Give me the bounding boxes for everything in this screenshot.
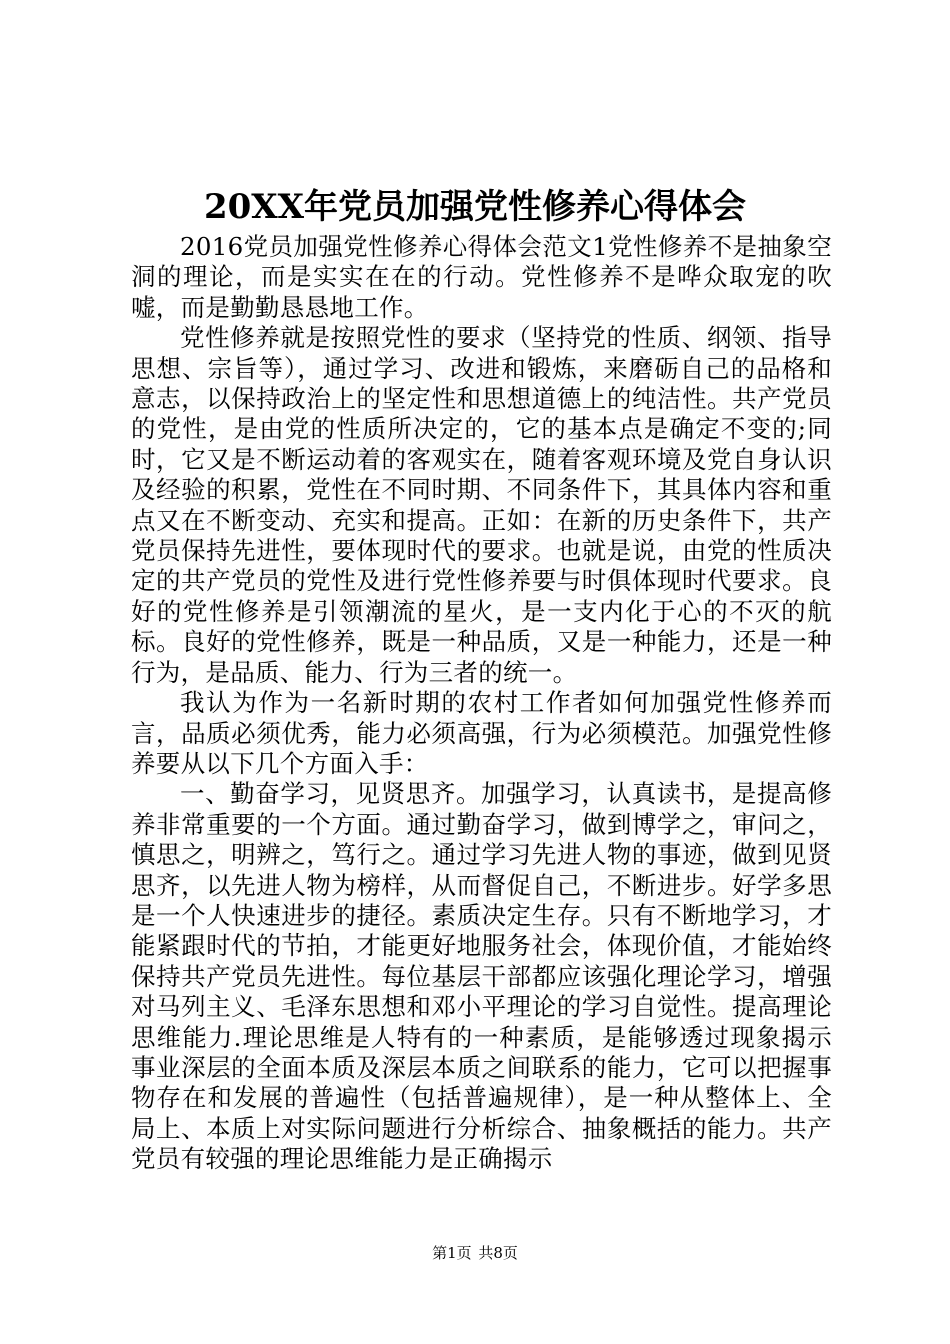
document-title: 20XX年党员加强党性修养心得体会 — [203, 187, 747, 227]
paragraph-4: 一、勤奋学习，见贤思齐。加强学习，认真读书，是提高修养非常重要的一个方面。通过勤奋学习，做到博学之，审问之，慎思之，明辨之，笃行之。通过学习先进人物的事迹，做到见贤思齐，以先进人物为榜样，从而督促自己，不断进步。好学多思是一个人快速进步的捷径。素质决定生存。只有不断地学习，才能紧跟时代的节拍，才能更好地服务社会，体现价值，才能始终保持共产党员先进性。每位基层干部都应该强化理论学习，增强对马列主义、毛泽东思想和邓小平理论的学习自觉性。提高理论思维能力.理论思维是人特有的一种素质，是能够透过现象揭示事业深层的全面本质及深层本质之间联系的能力，它可以把握事物存在和发展的普遍性（包括普遍规律），是一种从整体上、全局上、本质上对实际问题进行分析综合、抽象概括的能力。共产党员有较强的理论思维能力是正确揭示 — [131, 779, 832, 1174]
page-number-footer: 第1页 共8页 — [432, 1244, 518, 1262]
document-body — [131, 232, 832, 1175]
paragraph-2: 党性修养就是按照党性的要求（坚持党的性质、纲领、指导思想、宗旨等），通过学习、改进和锻炼，来磨砺自己的品格和意志，以保持政治上的坚定性和思想道德上的纯洁性。共产党员的党性，是由党的性质所决定的，它的基本点是确定不变的;同时，它又是不断运动着的客观实在，随着客观环境及党自身认识及经验的积累，党性在不同时期、不同条件下，其具体内容和重点又在不断变动、充实和提高。正如：在新的历史条件下，共产党员保持先进性，要体现时代的要求。也就是说，由党的性质决定的共产党员的党性及进行党性修养要与时俱体现时代要求。良好的党性修养是引领潮流的星火，是一支内化于心的不灭的航标。良好的党性修养，既是一种品质，又是一种能力，还是一种行为，是品质、能力、行为三者的统一。 — [131, 323, 832, 687]
paragraph-3: 我认为作为一名新时期的农村工作者如何加强党性修养而言，品质必须优秀，能力必须高强，行为必须模范。加强党性修养要从以下几个方面入手： — [131, 688, 832, 778]
paragraph-1: 2016党员加强党性修养心得体会范文1党性修养不是抽象空洞的理论，而是实实在在的行动。党性修养不是哗众取宠的吹嘘，而是勤勤恳恳地工作。 — [131, 232, 832, 322]
